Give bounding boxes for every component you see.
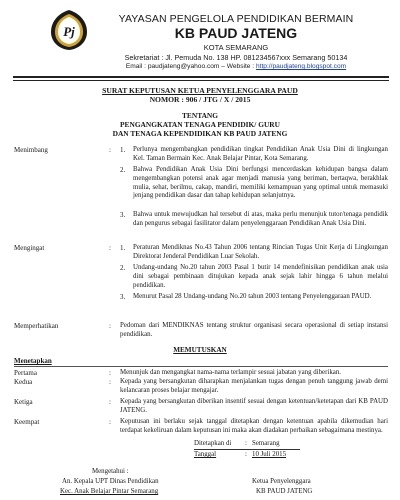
ketiga-label: Ketiga xyxy=(14,398,33,406)
pertama-label: Pertama xyxy=(14,369,37,377)
mengingat-item-1: Peraturan Mendiknas No.43 Tahun 2006 tentang Rincian Tugas Unit Kerja di Lingkungan Direktorat Jenderal Pendidikan Luar Sekolah. xyxy=(133,244,388,260)
memutuskan-heading: MEMUTUSKAN xyxy=(173,346,227,354)
issued-at-colon: : xyxy=(245,440,247,447)
mengingat-num-1: 1. xyxy=(120,244,126,252)
website-link[interactable]: http://paudjateng.blogspot.com xyxy=(255,63,347,70)
chairman-institution: KB PAUD JATENG xyxy=(256,488,313,495)
date-colon: : xyxy=(245,451,247,458)
kedua-colon: : xyxy=(109,378,111,386)
foundation-name: YAYASAN PENGELOLA PENDIDIKAN BERMAIN xyxy=(118,13,354,25)
issued-at-value: Semarang xyxy=(252,440,280,447)
keempat-label: Keempat xyxy=(14,418,40,426)
mengingat-num-3: 3. xyxy=(120,293,126,301)
ketiga-text: Kepada yang bersangkutan diberikan insentif sesuai dengan ketentuan/ketetapan dari KB PAUD JATENG. xyxy=(120,398,388,414)
mengingat-label: Mengingat xyxy=(14,244,45,252)
logo-monogram: Pj xyxy=(63,24,75,39)
acknowledger-office: Kec. Anak Belajar Pintar Semarang xyxy=(60,488,159,495)
keempat-colon: : xyxy=(109,418,111,426)
school-city: KOTA SEMARANG xyxy=(203,43,269,52)
memperhatikan-text: Pedoman dari MENDIKNAS tentang struktur organisasi secara operasional di setiap instansi pendidikan. xyxy=(120,322,388,338)
decree-number: NOMOR : 906 / JTG / X / 2015 xyxy=(149,95,251,104)
school-name: KB PAUD JATENG xyxy=(174,25,298,41)
mengingat-num-2: 2. xyxy=(120,264,126,272)
mengingat-item-3: Menurut Pasal 28 Undang-undang No.20 tahun 2003 tentang Penyelenggaraan PAUD. xyxy=(133,293,372,300)
contact-email: Email : paudjateng@yahoo.com – Website : xyxy=(125,63,256,70)
menimbang-num-3: 3. xyxy=(120,211,126,219)
menimbang-label: Menimbang xyxy=(14,146,48,154)
menimbang-colon: : xyxy=(109,146,111,154)
decree-title: SURAT KEPUTUSAN KETUA PENYELENGGARA PAUD xyxy=(102,86,298,95)
school-address: Sekretariat : Jl. Pemuda No. 138 HP. 081234567xxx Semarang 50134 xyxy=(124,53,348,62)
decree-about: TENTANG xyxy=(182,111,218,120)
decree-subject-line2: DAN TENAGA KEPENDIDIKAN KB PAUD JATENG xyxy=(112,129,288,138)
letterhead-rule-thick xyxy=(13,76,389,78)
school-logo-icon xyxy=(49,9,89,51)
decree-subject-line1: PENGANGKATAN TENAGA PENDIDIK/ GURU xyxy=(120,120,280,129)
keempat-text: Keputusan ini berlaku sejak tanggal ditetapkan dengan ketentuan apabila dikemudian hari terdapat kekeliruan dalam keputusan ini maka akan diadakan perbaikan sebagaimana mestinya. xyxy=(120,418,388,434)
memperhatikan-label: Memperhatikan xyxy=(14,322,59,330)
kedua-text: Kepada yang bersangkutan diharapkan menjalankan tugas dengan penuh tanggung jawab demi kelancaran proses belajar mengajar. xyxy=(120,378,388,394)
ketiga-colon: : xyxy=(109,398,111,406)
pertama-text: Menunjuk dan mengangkat nama-nama terlampir sesuai jabatan yang diberikan. xyxy=(120,369,341,376)
pertama-colon: : xyxy=(109,369,111,377)
memperhatikan-colon: : xyxy=(109,322,111,330)
letterhead-rule-thin xyxy=(13,80,389,81)
contact-line xyxy=(92,63,380,70)
date-rule xyxy=(194,449,300,450)
date-label: Tanggal xyxy=(194,451,217,458)
kedua-label: Kedua xyxy=(14,378,33,386)
menimbang-item-3: Bahwa untuk mewujudkan hal tersebut di atas, maka perlu menunjuk tutor/tenaga pendidik dan pengurus sebagai fasilitator dalam penyelenggaraan Pendidikan Anak Usia Dini. xyxy=(133,211,388,227)
menimbang-num-2: 2. xyxy=(120,166,126,174)
acknowledged-label: Mengetahui : xyxy=(92,468,129,475)
mengingat-item-2: Undang-undang No.20 tahun 2003 Pasal 1 butir 14 mendefinisikan pendidikan anak usia dini sebagai pembinaan ditujukan kepada anak sejak lahir hingga 6 tahun melalui pendidikan. xyxy=(133,264,388,289)
menetapkan-rule xyxy=(14,366,388,367)
chairman-title: Ketua Penyelenggara xyxy=(252,478,311,485)
date-value: 10 Juli 2015 xyxy=(252,451,287,458)
menimbang-num-1: 1. xyxy=(120,146,126,154)
menimbang-item-1: Perlunya mengembangkan pendidikan tingkat Pendidikan Anak Usia Dini di lingkungan Kel. Taman Bermain Kec. Anak Belajar Pintar, Kota Semarang. xyxy=(133,146,388,162)
menimbang-item-2: Bahwa Pendidikan Anak Usia Dini berfungsi mencerdaskan kehidupan bangsa dalam mengembangkan potensi anak agar menjadi manusia yang beriman, bertaqwa, berakhlak mulia, sehat, berilmu, cakap, mandiri, memiliki kemampuan yang optimal untuk memasuki jenjang pendidikan dasar dan tahap kehidupan selanjutnya. xyxy=(133,166,388,200)
acknowledger-title: An. Kepala UPT Dinas Pendidikan xyxy=(62,478,159,485)
issued-at-label: Ditetapkan di xyxy=(194,440,232,447)
menetapkan-label: Menetapkan xyxy=(14,357,52,365)
mengingat-colon: : xyxy=(109,244,111,252)
